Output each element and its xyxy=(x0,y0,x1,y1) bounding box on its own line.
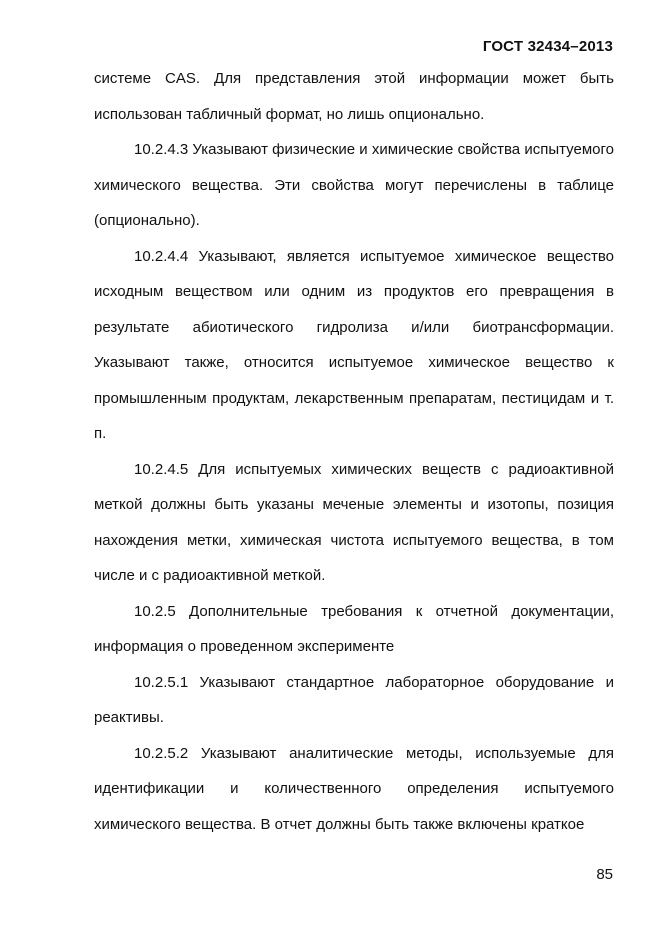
paragraph-10-2-4-4: 10.2.4.4 Указывают, является испытуемое химическое вещество исходным веществом или одним из продуктов его превращения в результате абиотического гидролиза и/или биотрансформации. Указывают также, относится испытуемое химическое вещество к промышленным продуктам, лекарственным препаратам, пестицидам и т. п. xyxy=(94,247,614,442)
document-standard-header: ГОСТ 32434–2013 xyxy=(482,38,613,55)
page-number: 85 xyxy=(596,866,613,883)
paragraph-cas-continuation: системе CAS. Для представления этой информации может быть использован табличный формат, но лишь опционально. xyxy=(94,70,614,123)
paragraph-10-2-5-2: 10.2.5.2 Указывают аналитические методы, используемые для идентификации и количественного определения испытуемого химического вещества. В отчет должны быть также включены краткое xyxy=(94,744,614,833)
document-body xyxy=(94,61,614,842)
paragraph-10-2-5-1: 10.2.5.1 Указывают стандартное лабораторное оборудование и реактивы. xyxy=(94,673,614,726)
paragraph-10-2-5: 10.2.5 Дополнительные требования к отчетной документации, информация о проведенном эксперименте xyxy=(94,602,614,655)
paragraph-10-2-4-3: 10.2.4.3 Указывают физические и химические свойства испытуемого химического вещества. Эти свойства могут перечислены в таблице (опционально). xyxy=(94,141,614,229)
paragraph-10-2-4-5: 10.2.4.5 Для испытуемых химических веществ с радиоактивной меткой должны быть указаны меченые элементы и изотопы, позиция нахождения метки, химическая чистота испытуемого вещества, в том числе и с радиоактивной меткой. xyxy=(94,460,614,584)
